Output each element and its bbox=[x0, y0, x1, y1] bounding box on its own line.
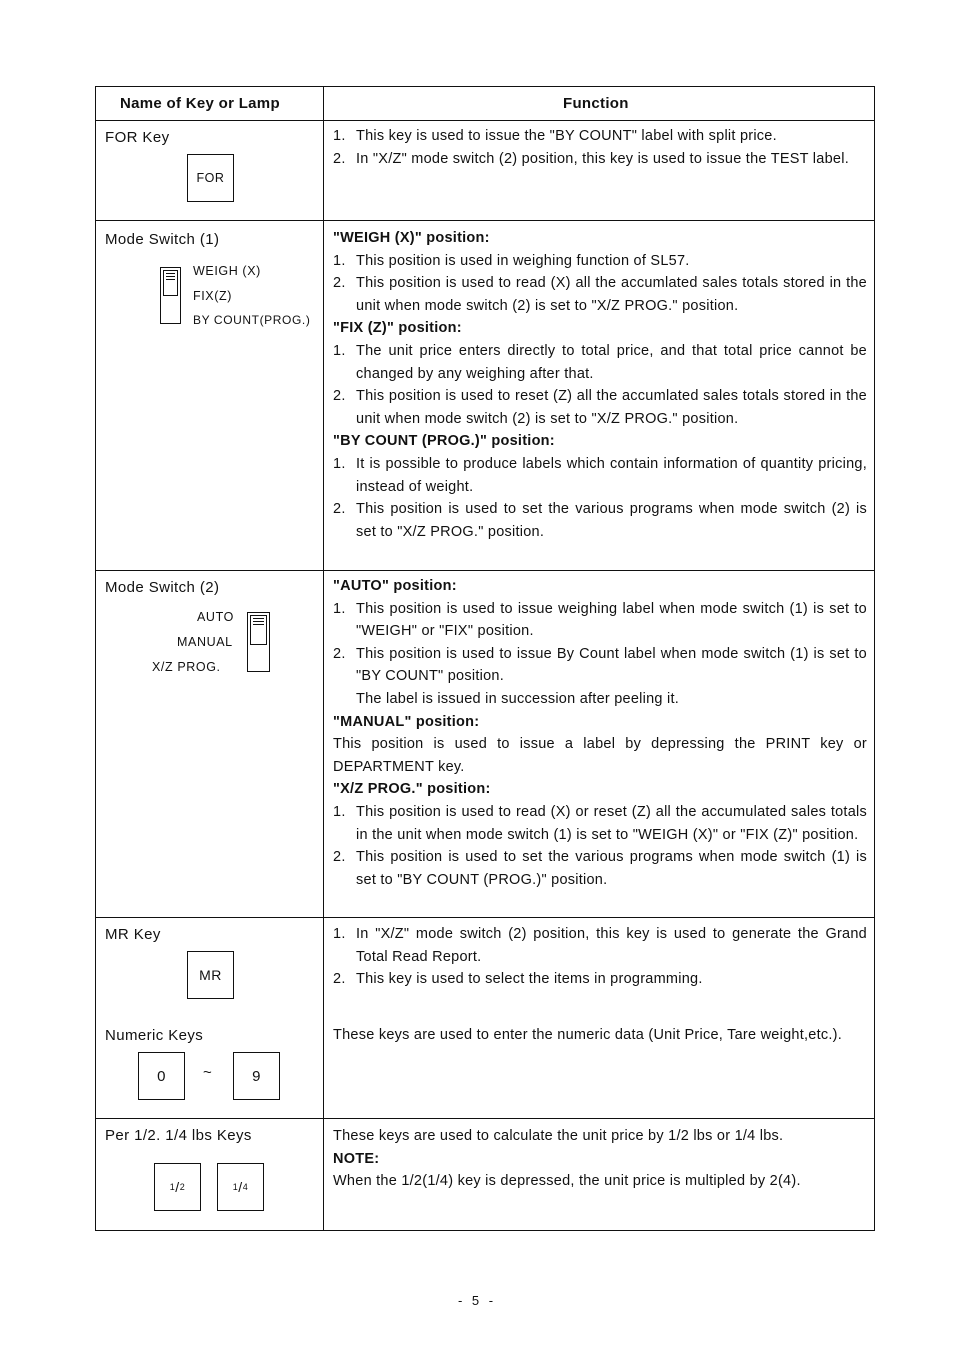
numeric-keys-function bbox=[333, 1024, 867, 1047]
mr-key-function bbox=[333, 923, 867, 991]
manual-position-text: This position is used to issue a label by depressing the PRINT key or DEPARTMENT key. bbox=[333, 736, 867, 775]
list-item: 1. It is possible to produce labels which contain information of quantity pricing, instead of weight. bbox=[333, 455, 867, 495]
row-divider bbox=[96, 570, 874, 571]
weigh-position-heading: "WEIGH (X)" position: bbox=[333, 230, 490, 246]
key-9-icon: 9 bbox=[233, 1052, 280, 1100]
for-key-function bbox=[333, 125, 867, 170]
switch-label-bycount: BY COUNT(PROG.) bbox=[193, 313, 311, 327]
auto-position-heading: "AUTO" position: bbox=[333, 578, 457, 594]
switch-label-weigh: WEIGH (X) bbox=[193, 264, 261, 278]
column-divider bbox=[323, 87, 324, 1230]
list-item: 2. This position is used to set the various programs when mode switch (2) is set to "X/Z PROG." position. bbox=[333, 501, 867, 540]
list-item: 2. This position is used to reset (Z) all the accumlated sales totals stored in the unit when mode switch (2) is set to "X/Z PROG." position. bbox=[333, 388, 867, 427]
list-item: 2. This key is used to select the items in programming. bbox=[333, 971, 703, 988]
page-number: - 5 - bbox=[457, 1293, 497, 1308]
tilde-icon: ~ bbox=[203, 1064, 212, 1081]
mode-switch-1-name: Mode Switch (1) bbox=[105, 231, 220, 248]
row-divider bbox=[96, 220, 874, 221]
switch-label-fix: FIX(Z) bbox=[193, 289, 233, 303]
list-item: 1. In "X/Z" mode switch (2) position, this key is used to generate the Grand Total Read Report. bbox=[333, 926, 867, 965]
list-item: 1. This key is used to issue the "BY COUNT" label with split price. bbox=[333, 128, 777, 144]
mr-key-icon: MR bbox=[187, 951, 234, 999]
list-item: 2. In "X/Z" mode switch (2) position, this key is used to issue the TEST label. bbox=[333, 150, 849, 167]
row-divider bbox=[96, 1118, 874, 1119]
note-heading: NOTE: bbox=[333, 1150, 380, 1167]
per-keys-function bbox=[333, 1125, 867, 1193]
list-item: 2. This position is used to issue By Count label when mode switch (1) is set to "BY COUNT" position. bbox=[333, 645, 867, 685]
quarter-key-numerator: 1 bbox=[232, 1182, 239, 1192]
half-key-icon: 1 / 2 bbox=[154, 1163, 201, 1211]
note-text: When the 1/2(1/4) key is depressed, the unit price is multipled by 2(4). bbox=[333, 1173, 801, 1190]
fix-position-heading: "FIX (Z)" position: bbox=[333, 320, 462, 337]
mr-key-name: MR Key bbox=[105, 926, 161, 943]
for-key-name: FOR Key bbox=[105, 129, 170, 146]
quarter-key-icon: 1 / 4 bbox=[217, 1163, 264, 1211]
switch-label-xzprog: X/Z PROG. bbox=[152, 660, 221, 674]
half-key-denominator: 2 bbox=[179, 1182, 186, 1192]
list-item: 1. This position is used to read (X) or reset (Z) all the accumulated sales totals in the unit when mode switch (1) is set to "WEIGH (X)" or "FIX (Z)" position. bbox=[333, 803, 867, 843]
numeric-keys-text: These keys are used to enter the numeric data (Unit Price, Tare weight,etc.). bbox=[333, 1027, 842, 1043]
mode-switch-1-icon bbox=[160, 267, 181, 324]
mode-switch-2-function bbox=[333, 575, 867, 891]
numeric-keys-name: Numeric Keys bbox=[105, 1027, 204, 1044]
switch-label-auto: AUTO bbox=[197, 610, 234, 624]
mode-switch-2-icon bbox=[247, 612, 270, 672]
header-function-column: Function bbox=[563, 95, 629, 112]
half-key-numerator: 1 bbox=[169, 1182, 176, 1192]
list-item: 1. This position is used in weighing function of SL57. bbox=[333, 252, 690, 269]
header-name-column: Name of Key or Lamp bbox=[120, 95, 280, 112]
list-item: 1. This position is used to issue weighing label when mode switch (1) is set to "WEIGH" or "FIX" position. bbox=[333, 600, 867, 640]
for-key-icon: FOR bbox=[187, 154, 234, 202]
mode-switch-1-function bbox=[333, 227, 867, 543]
per-keys-text: These keys are used to calculate the unit price by 1/2 lbs or 1/4 lbs. bbox=[333, 1128, 784, 1144]
xz-position-heading: "X/Z PROG." position: bbox=[333, 781, 491, 798]
key-function-table bbox=[95, 86, 875, 1231]
auto-note: The label is issued in succession after peeling it. bbox=[356, 690, 680, 707]
switch-label-manual: MANUAL bbox=[177, 635, 233, 649]
per-keys-name: Per 1/2. 1/4 lbs Keys bbox=[105, 1127, 252, 1144]
manual-position-heading: "MANUAL" position: bbox=[333, 713, 480, 730]
key-0-icon: 0 bbox=[138, 1052, 185, 1100]
bycount-position-heading: "BY COUNT (PROG.)" position: bbox=[333, 433, 555, 450]
list-item: 2. This position is used to set the various programs when mode switch (1) is set to "BY COUNT (PROG.)" position. bbox=[333, 849, 867, 888]
list-item: 1. The unit price enters directly to total price, and that total price cannot be changed by any weighing after that. bbox=[333, 342, 867, 382]
list-item: 2. This position is used to read (X) all the accumlated sales totals stored in the unit when mode switch (2) is set to "X/Z PROG." position. bbox=[333, 275, 867, 314]
mode-switch-2-name: Mode Switch (2) bbox=[105, 579, 220, 596]
quarter-key-denominator: 4 bbox=[242, 1182, 249, 1192]
row-divider bbox=[96, 917, 874, 918]
